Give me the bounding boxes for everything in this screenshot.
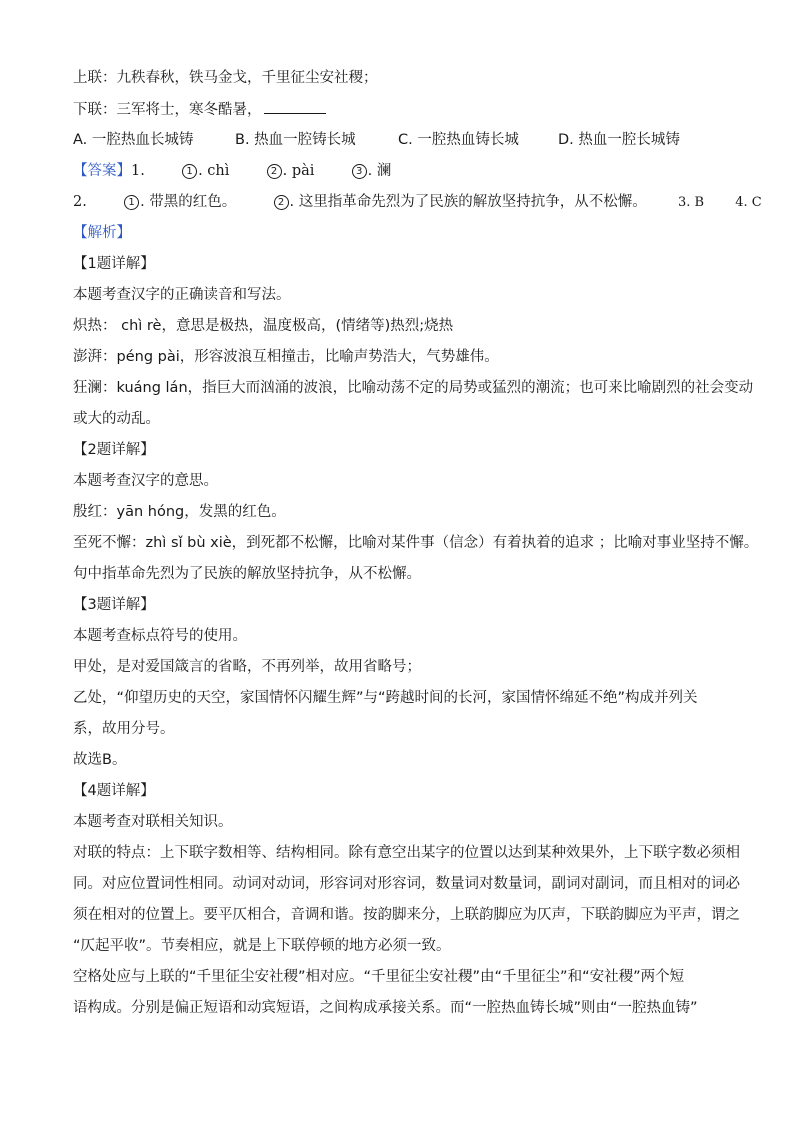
option-c: C. 一腔热血铸长城 bbox=[398, 132, 519, 148]
q1-item-2: 2 . pài bbox=[267, 163, 315, 179]
analysis-line: 至死不懈：zhì sǐ bù xiè，到死都不松懈，比喻对某件事（信念）有着执着的追求 ；比喻对事业坚持不懈。 bbox=[73, 535, 759, 551]
answer-label: 【答案】 bbox=[73, 163, 131, 179]
q1-number: 1. bbox=[131, 163, 145, 179]
q2-item-1: 1 . 带黑的红色。 bbox=[124, 194, 236, 210]
analysis-line: 本题考查对联相关知识。 bbox=[73, 814, 233, 830]
answer-row-2 bbox=[73, 192, 762, 213]
q2-number: 2. bbox=[73, 194, 87, 210]
q1-item-1: 1 . chì bbox=[182, 163, 229, 179]
analysis-line: 系，故用分号。 bbox=[73, 721, 175, 737]
analysis-line: 本题考查标点符号的使用。 bbox=[73, 628, 247, 644]
analysis-line: 乙处，“仰望历史的天空，家国情怀闪耀生辉”与“跨越时间的长河，家国情怀绵延不绝”构成并列关 bbox=[73, 690, 698, 706]
analysis-line: 同。对应位置词性相同。动词对动词，形容词对形容词，数量词对数量词，副词对副词，而且相对的词必 bbox=[73, 876, 740, 892]
analysis-line: 空格处应与上联的“千里征尘安社稷”相对应。“千里征尘安社稷”由“千里征尘”和“安社稷”两个短 bbox=[73, 969, 685, 985]
analysis-line: 故选B。 bbox=[73, 752, 127, 768]
analysis-line: 殷红：yān hóng，发黑的红色。 bbox=[73, 504, 286, 520]
analysis-line: 本题考查汉字的意思。 bbox=[73, 473, 218, 489]
analysis-label: 【解析】 bbox=[73, 225, 131, 241]
analysis-line: 狂澜：kuáng lán，指巨大而汹涌的波浪，比喻动荡不定的局势或猛烈的潮流；也可来比喻剧烈的社会变动 bbox=[73, 380, 754, 396]
q1-item-3: 3 . 澜 bbox=[352, 163, 392, 179]
q2-item-2: 2 . 这里指革命先烈为了民族的解放坚持抗争，从不松懈。 bbox=[274, 194, 647, 210]
answer-blank bbox=[264, 99, 326, 114]
analysis-line: 须在相对的位置上。要平仄相合，音调和谐。按韵脚来分，上联韵脚应为仄声，下联韵脚应为平声，谓之 bbox=[73, 907, 740, 923]
analysis-line: 句中指革命先烈为了民族的解放坚持抗争，从不松懈。 bbox=[73, 566, 421, 582]
analysis-line: 语构成。分别是偏正短语和动宾短语，之间构成承接关系。而“一腔热血铸长城”则由“一腔热血铸” bbox=[73, 1000, 698, 1016]
option-d: D. 热血一腔长城铸 bbox=[558, 132, 680, 148]
analysis-line: 【2题详解】 bbox=[73, 442, 155, 458]
analysis-line: 【4题详解】 bbox=[73, 783, 155, 799]
analysis-line: 【3题详解】 bbox=[73, 597, 155, 613]
q3-answer: 3. B bbox=[677, 195, 705, 210]
analysis-line: 澎湃：péng pài，形容波浪互相撞击，比喻声势浩大，气势雄伟。 bbox=[73, 349, 499, 365]
option-a: A. 一腔热血长城铸 bbox=[73, 132, 194, 148]
analysis-line: 对联的特点：上下联字数相等、结构相同。除有意空出某字的位置以达到某种效果外，上下联字数必须相 bbox=[73, 845, 740, 861]
answer-row-1 bbox=[73, 161, 391, 181]
analysis-line: 或大的动乱。 bbox=[73, 411, 160, 427]
option-b: B. 热血一腔铸长城 bbox=[235, 132, 356, 148]
analysis-line: 本题考查汉字的正确读音和写法。 bbox=[73, 287, 291, 303]
couplet-upper: 上联：九秩春秋，铁马金戈，千里征尘安社稷； bbox=[73, 70, 378, 86]
analysis-line: 【1题详解】 bbox=[73, 256, 155, 272]
options-row bbox=[73, 130, 680, 150]
analysis-line: “仄起平收”。节奏相应，就是上下联停顿的地方必须一致。 bbox=[73, 938, 451, 954]
q4-answer: 4. C bbox=[735, 195, 762, 210]
analysis-line: 甲处，是对爱国箴言的省略，不再列举，故用省略号； bbox=[73, 659, 421, 675]
analysis-line: 炽热： chì rè，意思是极热，温度极高，(情绪等)热烈;烧热 bbox=[73, 318, 454, 334]
couplet-lower bbox=[73, 99, 326, 120]
couplet-lower-text: 下联：三军将士，寒冬酷暑， bbox=[73, 102, 262, 118]
